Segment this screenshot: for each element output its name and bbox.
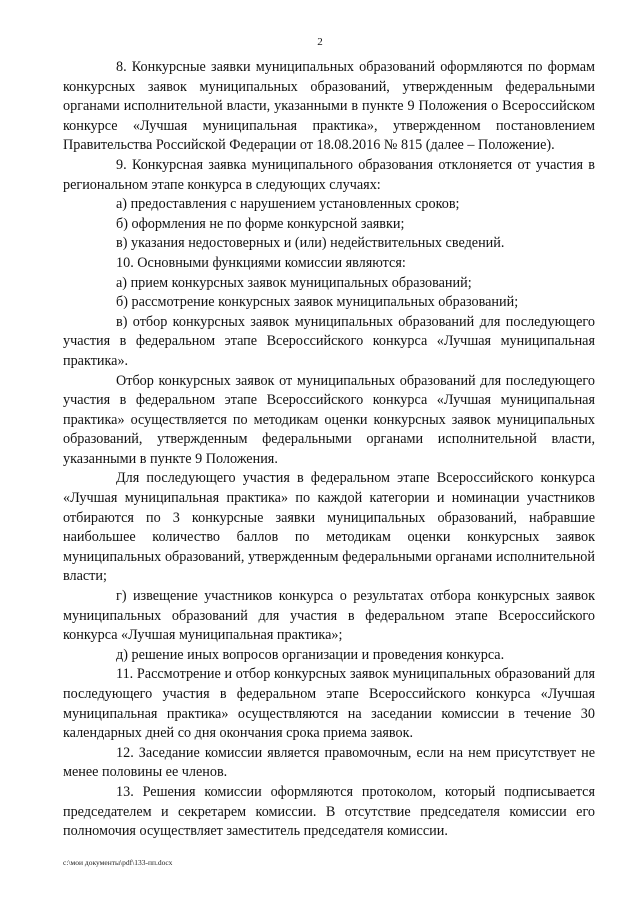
paragraph-11: 11. Рассмотрение и отбор конкурсных заявок муниципальных образований для последующего участия в федеральном этапе Всероссийского конкурса «Лучшая муниципальная практика» осуществляются на заседании комиссии в течение 30 календарных дней со дня окончания срока приема заявок. — [63, 666, 595, 742]
paragraph-selection-quota: Для последующего участия в федеральном этапе Всероссийского конкурса «Лучшая муниципальная практика» по каждой категории и номинации участников отбираются по 3 конкурсные заявки муниципальных образований, набравшие наибольшее количество баллов по методикам оценки конкурсных заявок муниципальных образований, утвержденным федеральными органами исполнительной власти; — [63, 470, 595, 585]
list-item-10b: б) рассмотрение конкурсных заявок муниципальных образований; — [116, 294, 519, 311]
list-item-9b: б) оформления не по форме конкурсной заявки; — [116, 215, 405, 232]
paragraph-9: 9. Конкурсная заявка муниципального образования отклоняется от участия в региональном этапе конкурса в следующих случаях: — [63, 156, 595, 193]
paragraph-8: 8. Конкурсные заявки муниципальных образований оформляются по формам конкурсных заявок муниципальных образований, утвержденным федеральными органами исполнительной власти, указанными в пункте 9 Положения о Всероссийском конкурсе «Лучшая муниципальная практика», утвержденном постановлением Правительства Российской Федерации от 18.08.2016 № 815 (далее – Положение). — [63, 59, 595, 154]
page-number: 2 — [317, 36, 323, 48]
paragraph-10: 10. Основными функциями комиссии являются: — [116, 254, 406, 271]
list-item-10a: а) прием конкурсных заявок муниципальных образований; — [116, 274, 472, 291]
list-item-9a: а) предоставления с нарушением установленных сроков; — [116, 196, 460, 213]
list-item-9c: в) указания недостоверных и (или) недействительных сведений. — [116, 235, 505, 252]
paragraph-13: 13. Решения комиссии оформляются протоколом, который подписывается председателем и секретарем комиссии. В отсутствие председателя комиссии его полномочия осуществляет заместитель председателя комиссии. — [63, 783, 595, 840]
list-item-10c: в) отбор конкурсных заявок муниципальных образований для последующего участия в федеральном этапе Всероссийского конкурса «Лучшая муниципальная практика». — [63, 313, 595, 369]
list-item-10d: д) решение иных вопросов организации и проведения конкурса. — [116, 646, 505, 663]
footer-file-path: c:\мои документы\pdf\133-пп.docx — [63, 858, 173, 867]
document-body — [63, 58, 595, 842]
list-item-10g: г) извещение участников конкурса о результатах отбора конкурсных заявок муниципальных образований для участия в федеральном этапе Всероссийского конкурса «Лучшая муниципальная практика»; — [63, 588, 595, 644]
paragraph-selection-method: Отбор конкурсных заявок от муниципальных образований для последующего участия в федеральном этапе Всероссийского конкурса «Лучшая муниципальная практика» осуществляется по методикам оценки конкурсных заявок муниципальных образований, утвержденным федеральными органами исполнительной власти, указанными в пункте 9 Положения. — [63, 372, 595, 467]
paragraph-12: 12. Заседание комиссии является правомочным, если на нем присутствует не менее половины ее членов. — [63, 744, 595, 781]
